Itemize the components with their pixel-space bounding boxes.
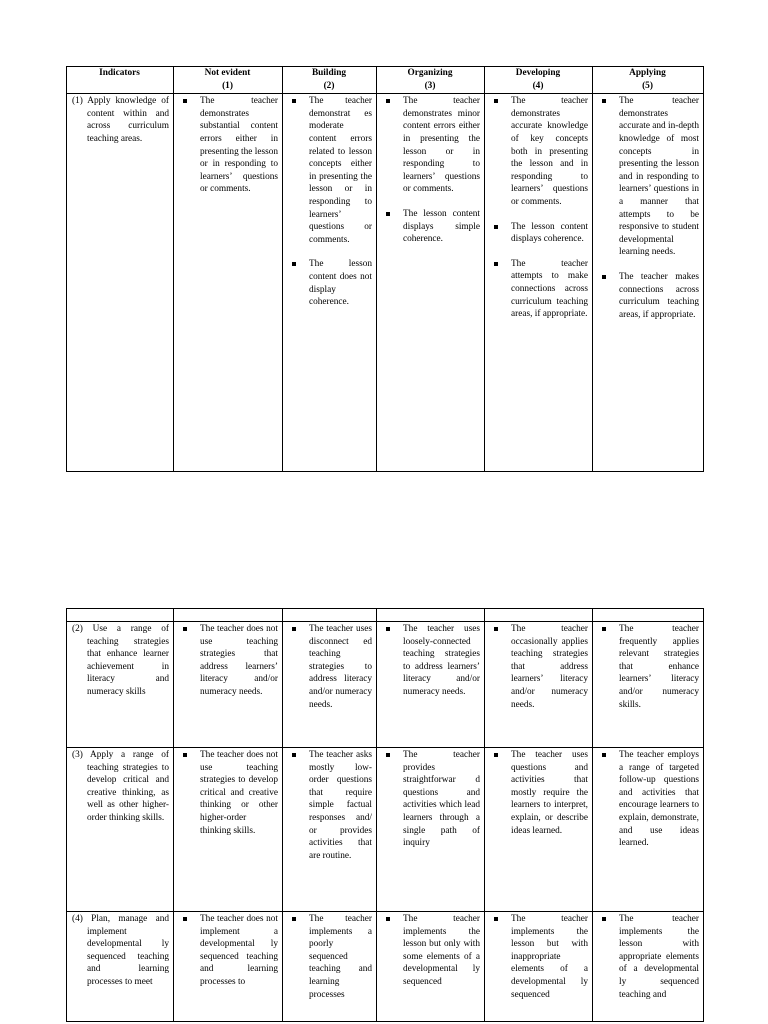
indicator-text: (3) Apply a range of teaching strategies to develop critical and creative thinking, as well as other higher-order thinking skills. [72, 750, 169, 823]
bullet-item: The teacher implements the lesson but with inappropriate elements of a developmental ly sequenced [511, 914, 588, 1000]
indicator-cell [67, 622, 174, 748]
header-organizing: Organizing (3) [377, 67, 485, 94]
indicator-text: (2) Use a range of teaching strategies that enhance learner achievement in literacy and numeracy skills [72, 624, 169, 697]
bullet-item: The lesson content displays coherence. [511, 221, 588, 245]
bullet-list [596, 913, 699, 1001]
header-not-evident: Not evident (1) [174, 67, 283, 94]
bullet-list [380, 95, 480, 246]
rating-cell [485, 748, 593, 912]
empty-cell [377, 609, 485, 622]
bullet-item: The teacher uses disconnect ed teaching strategies to address literacy and/or numeracy needs. [309, 624, 372, 710]
rating-cell [174, 912, 283, 1022]
rating-cell [283, 748, 377, 912]
bullet-list [596, 623, 699, 711]
bullet-item: The teacher attempts to make connections across curriculum teaching areas, if appropriate. [511, 258, 588, 320]
bullet-item: The teacher implements the lesson but only with some elements of a developmental ly sequenced [403, 914, 480, 987]
rating-cell [377, 622, 485, 748]
rating-cell [283, 622, 377, 748]
bullet-list [177, 913, 278, 989]
bullet-item: The teacher asks mostly low-order questions that require simple factual responses and/ or provides activities that are routine. [309, 750, 372, 861]
table-row [67, 94, 704, 472]
bullet-list [286, 749, 372, 862]
rating-cell [593, 912, 704, 1022]
rating-cell [174, 622, 283, 748]
bullet-list [488, 95, 588, 321]
empty-cell [593, 609, 704, 622]
empty-cell [283, 609, 377, 622]
rating-cell [377, 912, 485, 1022]
rubric-table-page-2 [66, 608, 704, 1022]
bullet-item: The teacher demonstrat es moderate content errors related to lesson concepts either in presenting the lesson or in responding to learners’ questions or comments. [309, 96, 372, 245]
bullet-list [380, 913, 480, 989]
bullet-item: The teacher does not use teaching strategies to develop critical and creative thinking or other higher-order thinking skills. [200, 750, 278, 836]
rubric-table-page-1 [66, 66, 704, 472]
bullet-item: The teacher demonstrates accurate knowledge of key concepts both in presenting the lesson and in responding to learners’ questions or comments. [511, 96, 588, 207]
rating-cell [377, 748, 485, 912]
indicator-cell [67, 748, 174, 912]
bullet-item: The teacher employs a range of targeted follow-up questions and activities that encourage learners to explain, demonstrate, and use ideas learned. [619, 750, 699, 849]
bullet-item: The teacher uses loosely-connected teaching strategies to address learners’ literacy and/or numeracy needs. [403, 624, 480, 697]
rating-cell [485, 912, 593, 1022]
bullet-list [286, 913, 372, 1001]
bullet-list [380, 623, 480, 699]
rating-cell [377, 94, 485, 472]
bullet-item: The teacher occasionally applies teaching strategies that address learners’ literacy and/or numeracy needs. [511, 624, 588, 710]
bullet-item: The teacher demonstrates minor content errors either in presenting the lesson or in responding to learners’ questions or comments. [403, 96, 480, 195]
bullet-item: The teacher frequently applies relevant strategies that enhance learners’ literacy and/or numeracy skills. [619, 624, 699, 710]
bullet-item: The teacher uses questions and activities that mostly require the learners to interpret, explain, or describe ideas learned. [511, 750, 588, 836]
rating-cell [593, 748, 704, 912]
bullet-list [286, 95, 372, 309]
bullet-list [596, 95, 699, 321]
header-indicators: Indicators [67, 67, 174, 94]
table-row [67, 622, 704, 748]
empty-cell [174, 609, 283, 622]
bullet-list [488, 913, 588, 1001]
indicator-cell [67, 912, 174, 1022]
rating-cell [485, 94, 593, 472]
bullet-list [286, 623, 372, 711]
table-row [67, 912, 704, 1022]
bullet-item: The teacher implements a poorly sequenced teaching and learning processes [309, 914, 372, 1000]
bullet-item: The teacher makes connections across curriculum teaching areas, if appropriate. [619, 271, 699, 320]
rating-cell [593, 94, 704, 472]
bullet-item: The teacher does not use teaching strategies that address learners’ literacy and/or numeracy needs. [200, 624, 278, 697]
rating-cell [283, 94, 377, 472]
bullet-list [488, 623, 588, 711]
header-row [67, 67, 704, 94]
indicator-text: (4) Plan, manage and implement developmental ly sequenced teaching and learning processes to meet [72, 914, 169, 987]
empty-header-row [67, 609, 704, 622]
indicator-cell [67, 94, 174, 472]
bullet-item: The teacher does not implement a developmental ly sequenced teaching and learning processes to [200, 914, 278, 987]
bullet-list [177, 749, 278, 837]
bullet-list [380, 749, 480, 850]
rating-cell [174, 748, 283, 912]
bullet-item: The lesson content displays simple coherence. [403, 208, 480, 245]
bullet-item: The teacher demonstrates substantial content errors either in presenting the lesson or in responding to learners’ questions or comments. [200, 96, 278, 195]
rating-cell [174, 94, 283, 472]
empty-cell [67, 609, 174, 622]
bullet-list [596, 749, 699, 850]
bullet-list [177, 95, 278, 196]
bullet-list [177, 623, 278, 699]
bullet-item: The teacher implements the lesson with appropriate elements of a developmental ly sequenced teaching and [619, 914, 699, 1000]
rating-cell [593, 622, 704, 748]
bullet-item: The lesson content does not display coherence. [309, 259, 372, 308]
bullet-item: The teacher provides straightforwar d questions and activities which lead learners through a single path of inquiry [403, 750, 480, 849]
header-applying: Applying (5) [593, 67, 704, 94]
header-building: Building (2) [283, 67, 377, 94]
bullet-item: The teacher demonstrates accurate and in-depth knowledge of most concepts in presenting the lesson and in responding to learners’ questions in a manner that attempts to be responsive to student developmental learning needs. [619, 96, 700, 258]
header-developing: Developing (4) [485, 67, 593, 94]
empty-cell [485, 609, 593, 622]
bullet-list [488, 749, 588, 837]
rating-cell [485, 622, 593, 748]
rating-cell [283, 912, 377, 1022]
table-row [67, 748, 704, 912]
indicator-text: (1) Apply knowledge of content within and across curriculum teaching areas. [72, 96, 169, 144]
